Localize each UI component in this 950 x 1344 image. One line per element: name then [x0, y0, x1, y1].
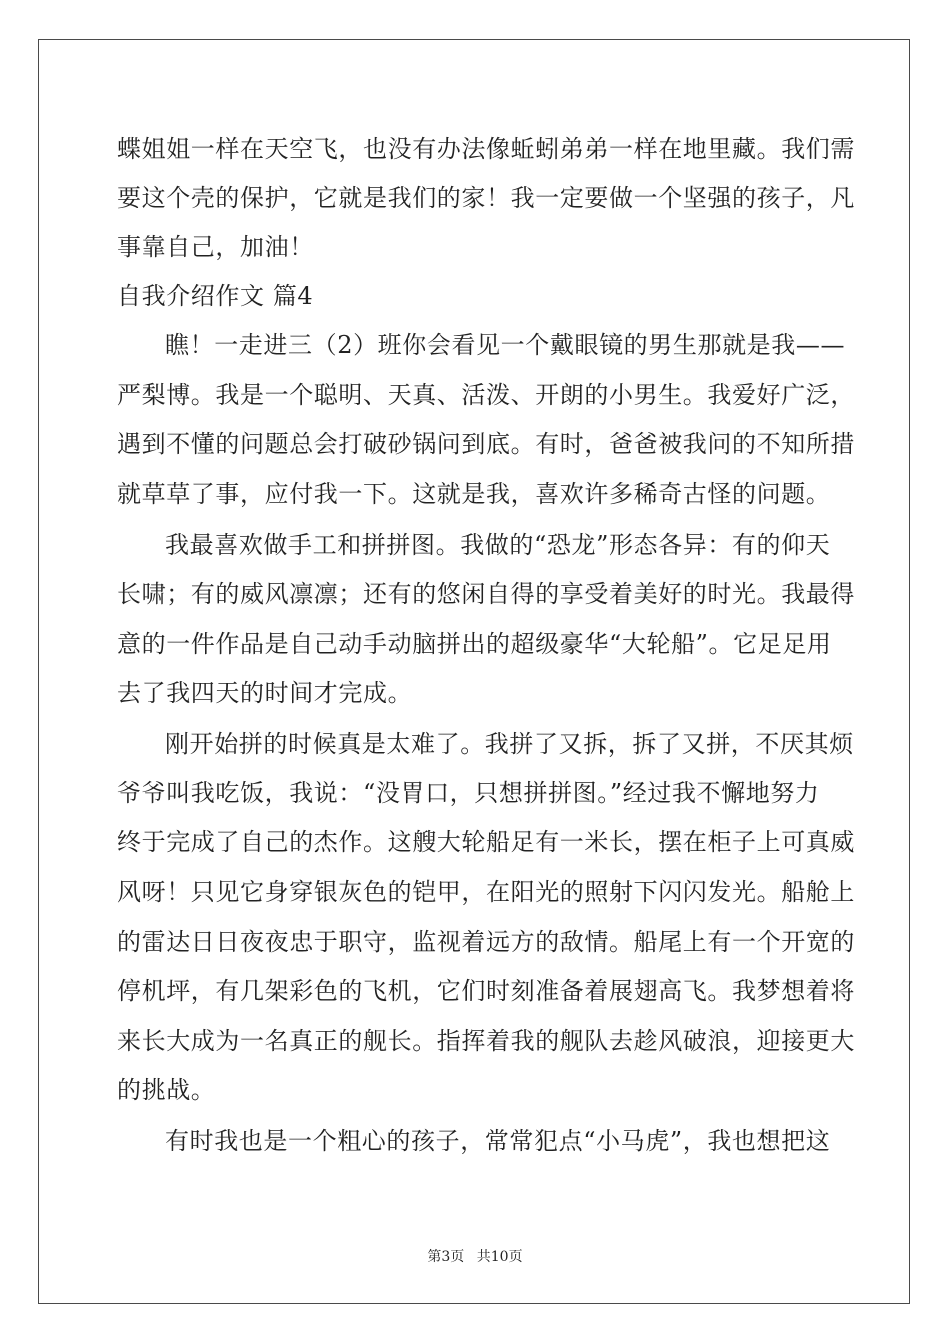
page-total: 共10页	[476, 1249, 523, 1265]
text-line: 来长大成为一名真正的舰长。指挥着我的舰队去趁风破浪，迎接更大	[117, 1027, 855, 1055]
text-line: 就草草了事，应付我一下。这就是我，喜欢许多稀奇古怪的问题。	[117, 480, 831, 508]
text-line: 意的一件作品是自己动手动脑拼出的超级豪华“大轮船”。它足足用	[117, 630, 832, 658]
text-line: 要这个壳的保护，它就是我们的家！我一定要做一个坚强的孩子，凡	[117, 184, 855, 212]
text-line: 刚开始拼的时候真是太难了。我拼了又拆，拆了又拼，不厌其烦	[165, 730, 854, 758]
text-line: 有时我也是一个粗心的孩子，常常犯点“小马虎”，我也想把这	[165, 1127, 831, 1155]
text-line: 事靠自己，加油！	[117, 233, 314, 261]
page-number: 第3页	[427, 1249, 465, 1265]
section-heading: 自我介绍作文 篇4	[117, 282, 314, 310]
text-line: 停机坪，有几架彩色的飞机，它们时刻准备着展翅高飞。我梦想着将	[117, 977, 855, 1005]
page-footer	[0, 1246, 950, 1266]
text-line: 的挑战。	[117, 1076, 216, 1104]
text-line: 风呀！只见它身穿银灰色的铠甲，在阳光的照射下闪闪发光。船舱上	[117, 878, 855, 906]
text-line: 爷爷叫我吃饭，我说：“没胃口，只想拼拼图。”经过我不懈地努力	[117, 779, 820, 807]
text-line: 遇到不懂的问题总会打破砂锅问到底。有时，爸爸被我问的不知所措	[117, 430, 855, 458]
text-line: 蝶姐姐一样在天空飞，也没有办法像蚯蚓弟弟一样在地里藏。我们需	[117, 135, 855, 163]
text-line: 我最喜欢做手工和拼拼图。我做的“恐龙”形态各异：有的仰天	[165, 531, 831, 559]
text-line: 去了我四天的时间才完成。	[117, 679, 413, 707]
text-line: 的雷达日日夜夜忠于职守，监视着远方的敌情。船尾上有一个开宽的	[117, 928, 855, 956]
text-line: 长啸；有的威风凛凛；还有的悠闲自得的享受着美好的时光。我最得	[117, 580, 855, 608]
text-line: 瞧！一走进三（2）班你会看见一个戴眼镜的男生那就是我——	[165, 331, 846, 359]
text-line: 严梨博。我是一个聪明、天真、活泼、开朗的小男生。我爱好广泛，	[117, 381, 855, 409]
text-line: 终于完成了自己的杰作。这艘大轮船足有一米长，摆在柜子上可真威	[117, 828, 855, 856]
